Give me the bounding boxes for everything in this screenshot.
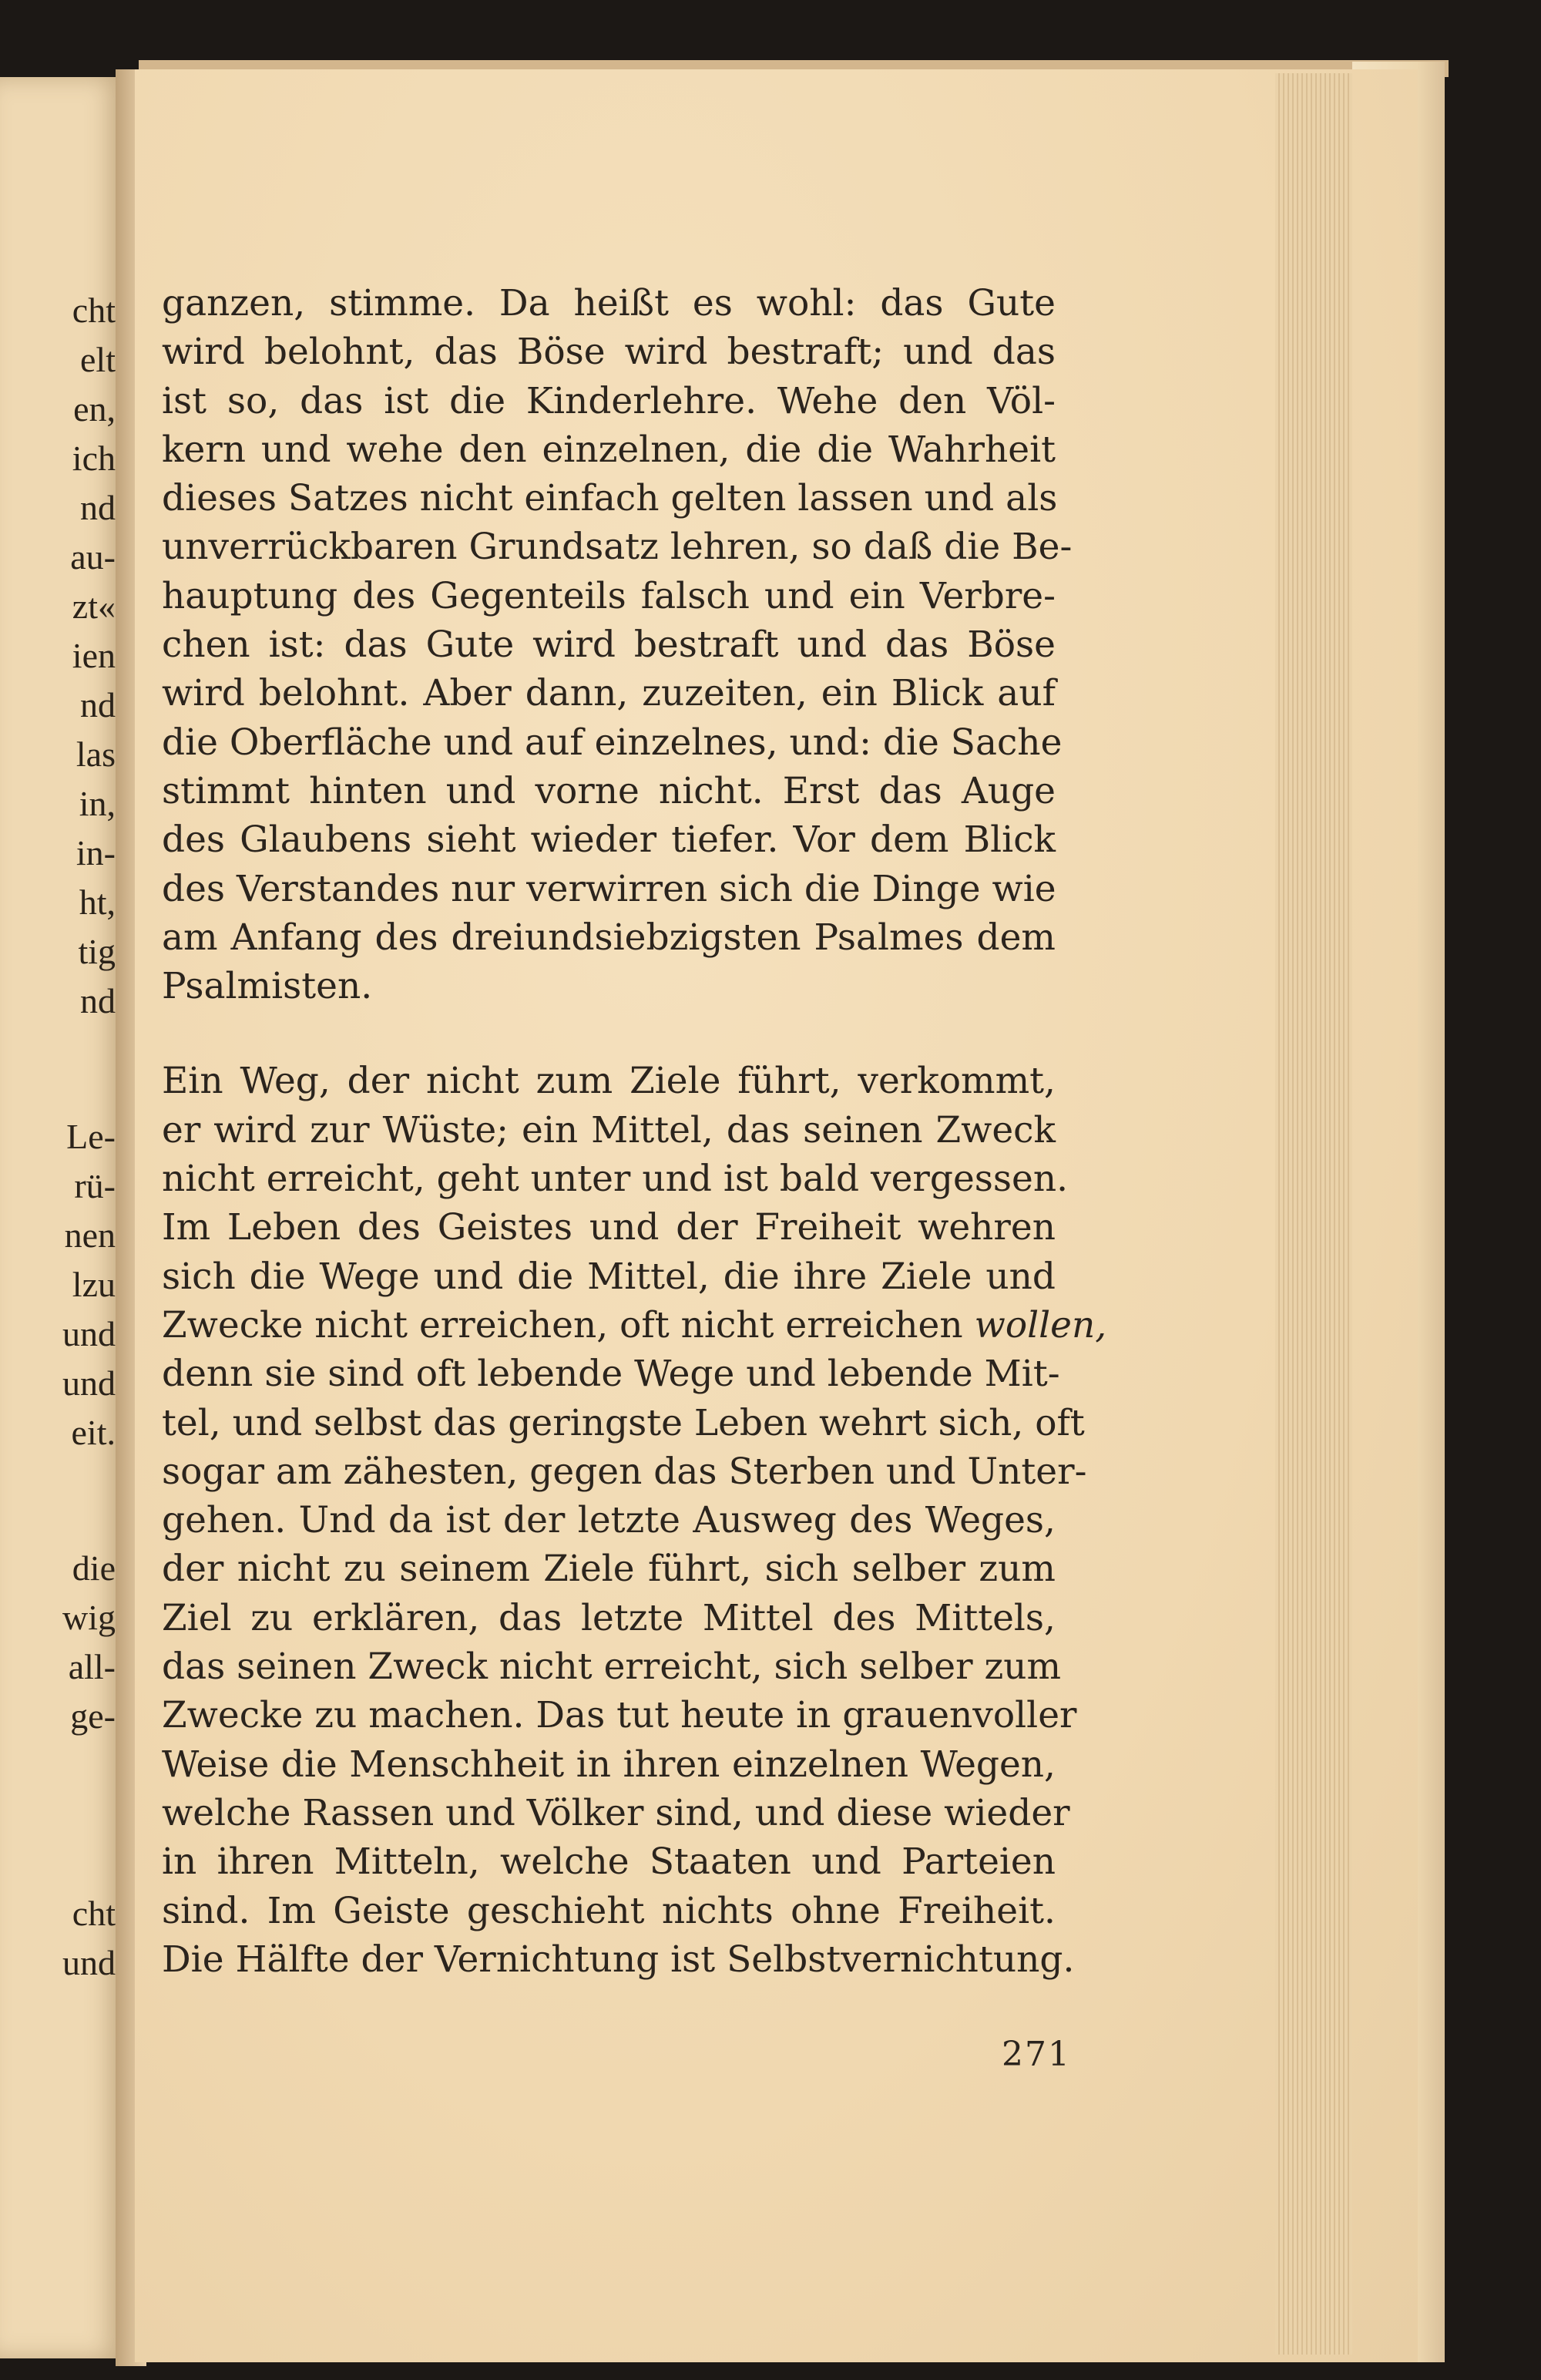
text-line: ganzen, stimme. Da heißt es wohl: das Gute bbox=[162, 282, 1056, 324]
left-page-text-fragment: en, bbox=[73, 389, 116, 429]
left-page-text-fragment: und bbox=[62, 1943, 116, 1982]
paragraph-2 bbox=[162, 1057, 1107, 1984]
left-page-text-fragment: cht bbox=[72, 1894, 116, 1933]
text-line: sich die Wege und die Mittel, die ihre Ziele und bbox=[162, 1255, 1056, 1298]
emphasized-word: wollen, bbox=[974, 1303, 1107, 1346]
text-line: die Oberfläche und auf einzelnes, und: die Sache bbox=[162, 721, 1063, 764]
left-page-text-fragment: rü- bbox=[74, 1166, 116, 1205]
text-line: Ein Weg, der nicht zum Ziele führt, verkommt, bbox=[162, 1060, 1056, 1103]
text-line: wird belohnt, das Böse wird bestraft; und das bbox=[162, 331, 1056, 374]
left-page-text-fragment: in, bbox=[79, 784, 116, 823]
text-line: Psalmisten. bbox=[162, 965, 373, 1008]
text-segment: Zwecke nicht erreichen, oft nicht erreichen bbox=[162, 1303, 975, 1346]
text-line: am Anfang des dreiundsiebzigsten Psalmes dem bbox=[162, 916, 1056, 959]
left-page-text-fragment: in- bbox=[76, 833, 116, 872]
text-line: chen ist: das Gute wird bestraft und das Böse bbox=[162, 624, 1056, 667]
left-page-text-fragment: und bbox=[62, 1314, 116, 1353]
text-line: des Verstandes nur verwirren sich die Dinge wie bbox=[162, 867, 1056, 910]
left-page-text-fragment: tig bbox=[78, 932, 116, 971]
page-number: 271 bbox=[1002, 2035, 1071, 2074]
text-line: Im Leben des Geistes und der Freiheit wehren bbox=[162, 1206, 1056, 1249]
left-page-text-fragment: ich bbox=[72, 439, 116, 478]
left-page-text-fragment: zt« bbox=[72, 587, 116, 626]
text-line bbox=[162, 1301, 1107, 1350]
text-line: der nicht zu seinem Ziele führt, sich selber zum bbox=[162, 1548, 1056, 1591]
left-page-text-fragment: nd bbox=[80, 685, 116, 724]
text-line: Zwecke zu machen. Das tut heute in grauenvoller bbox=[162, 1694, 1077, 1737]
text-line: Weise die Menschheit in ihren einzelnen Wegen, bbox=[162, 1743, 1056, 1786]
text-line: des Glaubens sieht wieder tiefer. Vor dem Blick bbox=[162, 819, 1056, 862]
text-line: Ziel zu erklären, das letzte Mittel des Mittels, bbox=[162, 1596, 1056, 1639]
text-line: kern und wehe den einzelnen, die die Wahrheit bbox=[162, 428, 1056, 471]
text-line: denn sie sind oft lebende Wege und lebende Mit- bbox=[162, 1353, 1060, 1396]
left-page-text-fragment: lzu bbox=[72, 1265, 116, 1304]
text-line: welche Rassen und Völker sind, und diese wieder bbox=[162, 1791, 1070, 1834]
left-page-text-fragment: die bbox=[72, 1548, 116, 1588]
left-page-text-fragment: las bbox=[76, 735, 116, 774]
paragraph-1 bbox=[162, 279, 1073, 1010]
left-page-text-fragment: wig bbox=[62, 1598, 116, 1637]
text-line: tel, und selbst das geringste Leben wehrt sich, oft bbox=[162, 1401, 1085, 1444]
text-line: unverrückbaren Grundsatz lehren, so daß die Be- bbox=[162, 526, 1073, 569]
text-line: nicht erreicht, geht unter und ist bald vergessen. bbox=[162, 1158, 1069, 1201]
left-page-text-fragment: nd bbox=[80, 981, 116, 1020]
left-page-text-fragment: nen bbox=[64, 1215, 116, 1255]
left-page-text-fragment: au- bbox=[70, 537, 116, 577]
left-page-text-fragment: elt bbox=[80, 340, 116, 379]
text-line: das seinen Zweck nicht erreicht, sich selber zum bbox=[162, 1645, 1062, 1689]
text-line: stimmt hinten und vorne nicht. Erst das Auge bbox=[162, 769, 1056, 812]
text-line: sogar am zähesten, gegen das Sterben und Unter- bbox=[162, 1450, 1087, 1493]
text-line: ist so, das ist die Kinderlehre. Wehe den Völ- bbox=[162, 379, 1056, 422]
text-line: in ihren Mitteln, welche Staaten und Parteien bbox=[162, 1840, 1056, 1884]
left-page-text-fragment: eit. bbox=[71, 1413, 116, 1452]
left-page-text-fragment: ge- bbox=[70, 1696, 116, 1736]
left-page-text-fragment: cht bbox=[72, 291, 116, 330]
text-line: er wird zur Wüste; ein Mittel, das seinen Zweck bbox=[162, 1108, 1056, 1151]
left-page-text-fragment: und bbox=[62, 1363, 116, 1403]
text-line: gehen. Und da ist der letzte Ausweg des Weges, bbox=[162, 1499, 1056, 1542]
text-line: dieses Satzes nicht einfach gelten lassen und als bbox=[162, 477, 1058, 520]
body-text bbox=[162, 279, 1107, 1984]
left-page-text-fragment: ht, bbox=[79, 882, 116, 922]
left-page-text-fragment: Le- bbox=[66, 1117, 116, 1156]
left-facing-page bbox=[0, 77, 123, 2358]
text-line: wird belohnt. Aber dann, zuzeiten, ein Blick auf bbox=[162, 672, 1056, 715]
page-stack-edges bbox=[1275, 73, 1352, 2355]
left-page-text-fragment: nd bbox=[80, 488, 116, 527]
left-page-text-fragment: ien bbox=[72, 636, 116, 675]
left-page-text-fragment: all- bbox=[68, 1647, 116, 1686]
text-line: Die Hälfte der Vernichtung ist Selbstvernichtung. bbox=[162, 1938, 1075, 1981]
text-line: hauptung des Gegenteils falsch und ein Verbre- bbox=[162, 574, 1056, 617]
text-line: sind. Im Geiste geschieht nichts ohne Freiheit. bbox=[162, 1889, 1056, 1932]
